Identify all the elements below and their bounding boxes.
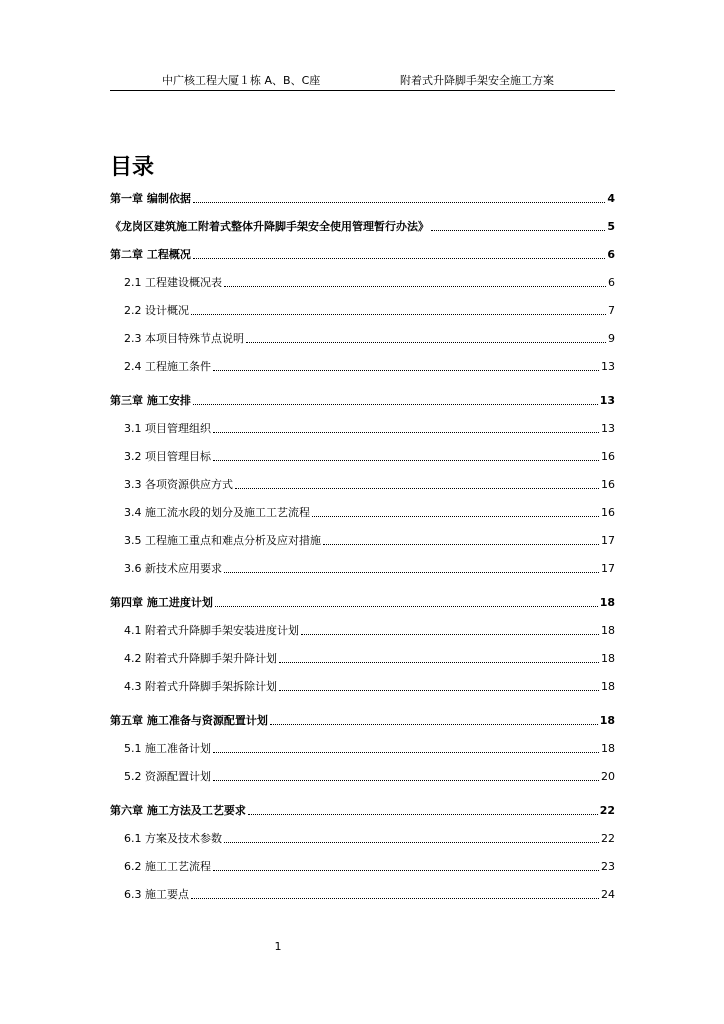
toc-entry-label: 2.1 工程建设概况表 — [124, 276, 222, 289]
dot-leader — [191, 314, 606, 315]
toc-entry-label: 3.6 新技术应用要求 — [124, 562, 222, 575]
toc-entry-page: 13 — [601, 360, 615, 373]
toc-title: 目录 — [110, 155, 155, 180]
toc-entry-page: 18 — [599, 714, 615, 727]
toc-entry-section-4-3[interactable] — [110, 678, 615, 694]
dot-leader — [193, 258, 606, 259]
dot-leader — [235, 488, 599, 489]
header-project-name: 中广核工程大厦１栋 A、B、C座 — [162, 74, 321, 87]
toc-entry-label: 6.1 方案及技术参数 — [124, 832, 222, 845]
toc-entry-label: 第一章 编制依据 — [110, 192, 191, 205]
toc-entry-section-2-4[interactable] — [110, 358, 615, 374]
toc-entry-section-2-1[interactable] — [110, 274, 615, 290]
toc-entry-page: 9 — [608, 332, 615, 345]
toc-entry-section-3-5[interactable] — [110, 532, 615, 548]
toc-entry-label: 2.3 本项目特殊节点说明 — [124, 332, 244, 345]
toc-entry-page: 6 — [608, 276, 615, 289]
dot-leader — [248, 814, 598, 815]
dot-leader — [213, 370, 599, 371]
toc-entry-page: 16 — [601, 506, 615, 519]
toc-entry-page: 4 — [607, 192, 615, 205]
toc-entry-label: 第四章 施工进度计划 — [110, 596, 213, 609]
toc-entry-label: 3.5 工程施工重点和难点分析及应对措施 — [124, 534, 321, 547]
toc-entry-regulation[interactable] — [110, 218, 615, 234]
toc-entry-label: 第二章 工程概况 — [110, 248, 191, 261]
toc-entry-page: 16 — [601, 450, 615, 463]
toc-entry-label: 第三章 施工安排 — [110, 394, 191, 407]
toc-entry-section-3-3[interactable] — [110, 476, 615, 492]
toc-entry-section-5-1[interactable] — [110, 740, 615, 756]
toc-entry-section-2-3[interactable] — [110, 330, 615, 346]
dot-leader — [224, 842, 599, 843]
toc-entry-section-6-2[interactable] — [110, 858, 615, 874]
dot-leader — [213, 432, 599, 433]
dot-leader — [213, 460, 599, 461]
header-document-title: 附着式升降脚手架安全施工方案 — [400, 74, 554, 87]
toc-entry-section-6-3[interactable] — [110, 886, 615, 902]
toc-entry-page: 23 — [601, 860, 615, 873]
dot-leader — [323, 544, 599, 545]
toc-entry-page: 18 — [601, 652, 615, 665]
toc-entry-page: 22 — [599, 804, 615, 817]
dot-leader — [215, 606, 598, 607]
page-header — [110, 72, 615, 90]
toc-entry-page: 18 — [601, 624, 615, 637]
toc-entry-section-2-2[interactable] — [110, 302, 615, 318]
dot-leader — [193, 202, 606, 203]
toc-entry-chapter-1[interactable] — [110, 190, 615, 206]
toc-entry-label: 4.1 附着式升降脚手架安装进度计划 — [124, 624, 299, 637]
toc-entry-page: 16 — [601, 478, 615, 491]
dot-leader — [270, 724, 598, 725]
dot-leader — [279, 662, 599, 663]
toc-entry-chapter-4[interactable] — [110, 594, 615, 610]
toc-entry-page: 18 — [601, 680, 615, 693]
page-number: 1 — [274, 940, 282, 953]
dot-leader — [213, 870, 599, 871]
toc-entry-label: 3.4 施工流水段的划分及施工工艺流程 — [124, 506, 310, 519]
dot-leader — [193, 404, 598, 405]
toc-entry-label: 6.3 施工要点 — [124, 888, 189, 901]
toc-entry-label: 2.4 工程施工条件 — [124, 360, 211, 373]
toc-entry-page: 17 — [601, 534, 615, 547]
toc-entry-section-3-2[interactable] — [110, 448, 615, 464]
toc-entry-label: 5.2 资源配置计划 — [124, 770, 211, 783]
toc-entry-section-5-2[interactable] — [110, 768, 615, 784]
toc-entry-page: 17 — [601, 562, 615, 575]
toc-entry-page: 7 — [608, 304, 615, 317]
header-divider — [110, 90, 615, 91]
toc-entry-label: 2.2 设计概况 — [124, 304, 189, 317]
toc-entry-page: 6 — [607, 248, 615, 261]
toc-entry-section-3-6[interactable] — [110, 560, 615, 576]
toc-entry-chapter-5[interactable] — [110, 712, 615, 728]
dot-leader — [279, 690, 599, 691]
toc-entry-label: 3.1 项目管理组织 — [124, 422, 211, 435]
dot-leader — [301, 634, 599, 635]
toc-entry-label: 6.2 施工工艺流程 — [124, 860, 211, 873]
toc-entry-chapter-3[interactable] — [110, 392, 615, 408]
toc-entry-label: 4.2 附着式升降脚手架升降计划 — [124, 652, 277, 665]
toc-entry-label: 3.3 各项资源供应方式 — [124, 478, 233, 491]
toc-entry-section-4-1[interactable] — [110, 622, 615, 638]
toc-entry-page: 18 — [601, 742, 615, 755]
dot-leader — [312, 516, 599, 517]
toc-entry-page: 22 — [601, 832, 615, 845]
dot-leader — [224, 286, 606, 287]
toc-entry-label: 第六章 施工方法及工艺要求 — [110, 804, 246, 817]
toc-entry-label: 5.1 施工准备计划 — [124, 742, 211, 755]
toc-entry-section-3-1[interactable] — [110, 420, 615, 436]
dot-leader — [431, 230, 605, 231]
toc-entry-page: 20 — [601, 770, 615, 783]
toc-entry-page: 24 — [601, 888, 615, 901]
toc-entry-page: 18 — [599, 596, 615, 609]
toc-entry-label: 第五章 施工准备与资源配置计划 — [110, 714, 268, 727]
toc-entry-chapter-2[interactable] — [110, 246, 615, 262]
dot-leader — [191, 898, 599, 899]
toc-entry-page: 13 — [599, 394, 615, 407]
dot-leader — [213, 752, 599, 753]
toc-entry-page: 5 — [607, 220, 615, 233]
toc-entry-section-3-4[interactable] — [110, 504, 615, 520]
toc-entry-section-6-1[interactable] — [110, 830, 615, 846]
dot-leader — [213, 780, 599, 781]
toc-entry-chapter-6[interactable] — [110, 802, 615, 818]
dot-leader — [224, 572, 599, 573]
toc-entry-label: 3.2 项目管理目标 — [124, 450, 211, 463]
toc-entry-section-4-2[interactable] — [110, 650, 615, 666]
toc-entry-label: 《龙岗区建筑施工附着式整体升降脚手架安全使用管理暂行办法》 — [110, 220, 429, 233]
toc-entry-page: 13 — [601, 422, 615, 435]
toc-entry-label: 4.3 附着式升降脚手架拆除计划 — [124, 680, 277, 693]
dot-leader — [246, 342, 606, 343]
